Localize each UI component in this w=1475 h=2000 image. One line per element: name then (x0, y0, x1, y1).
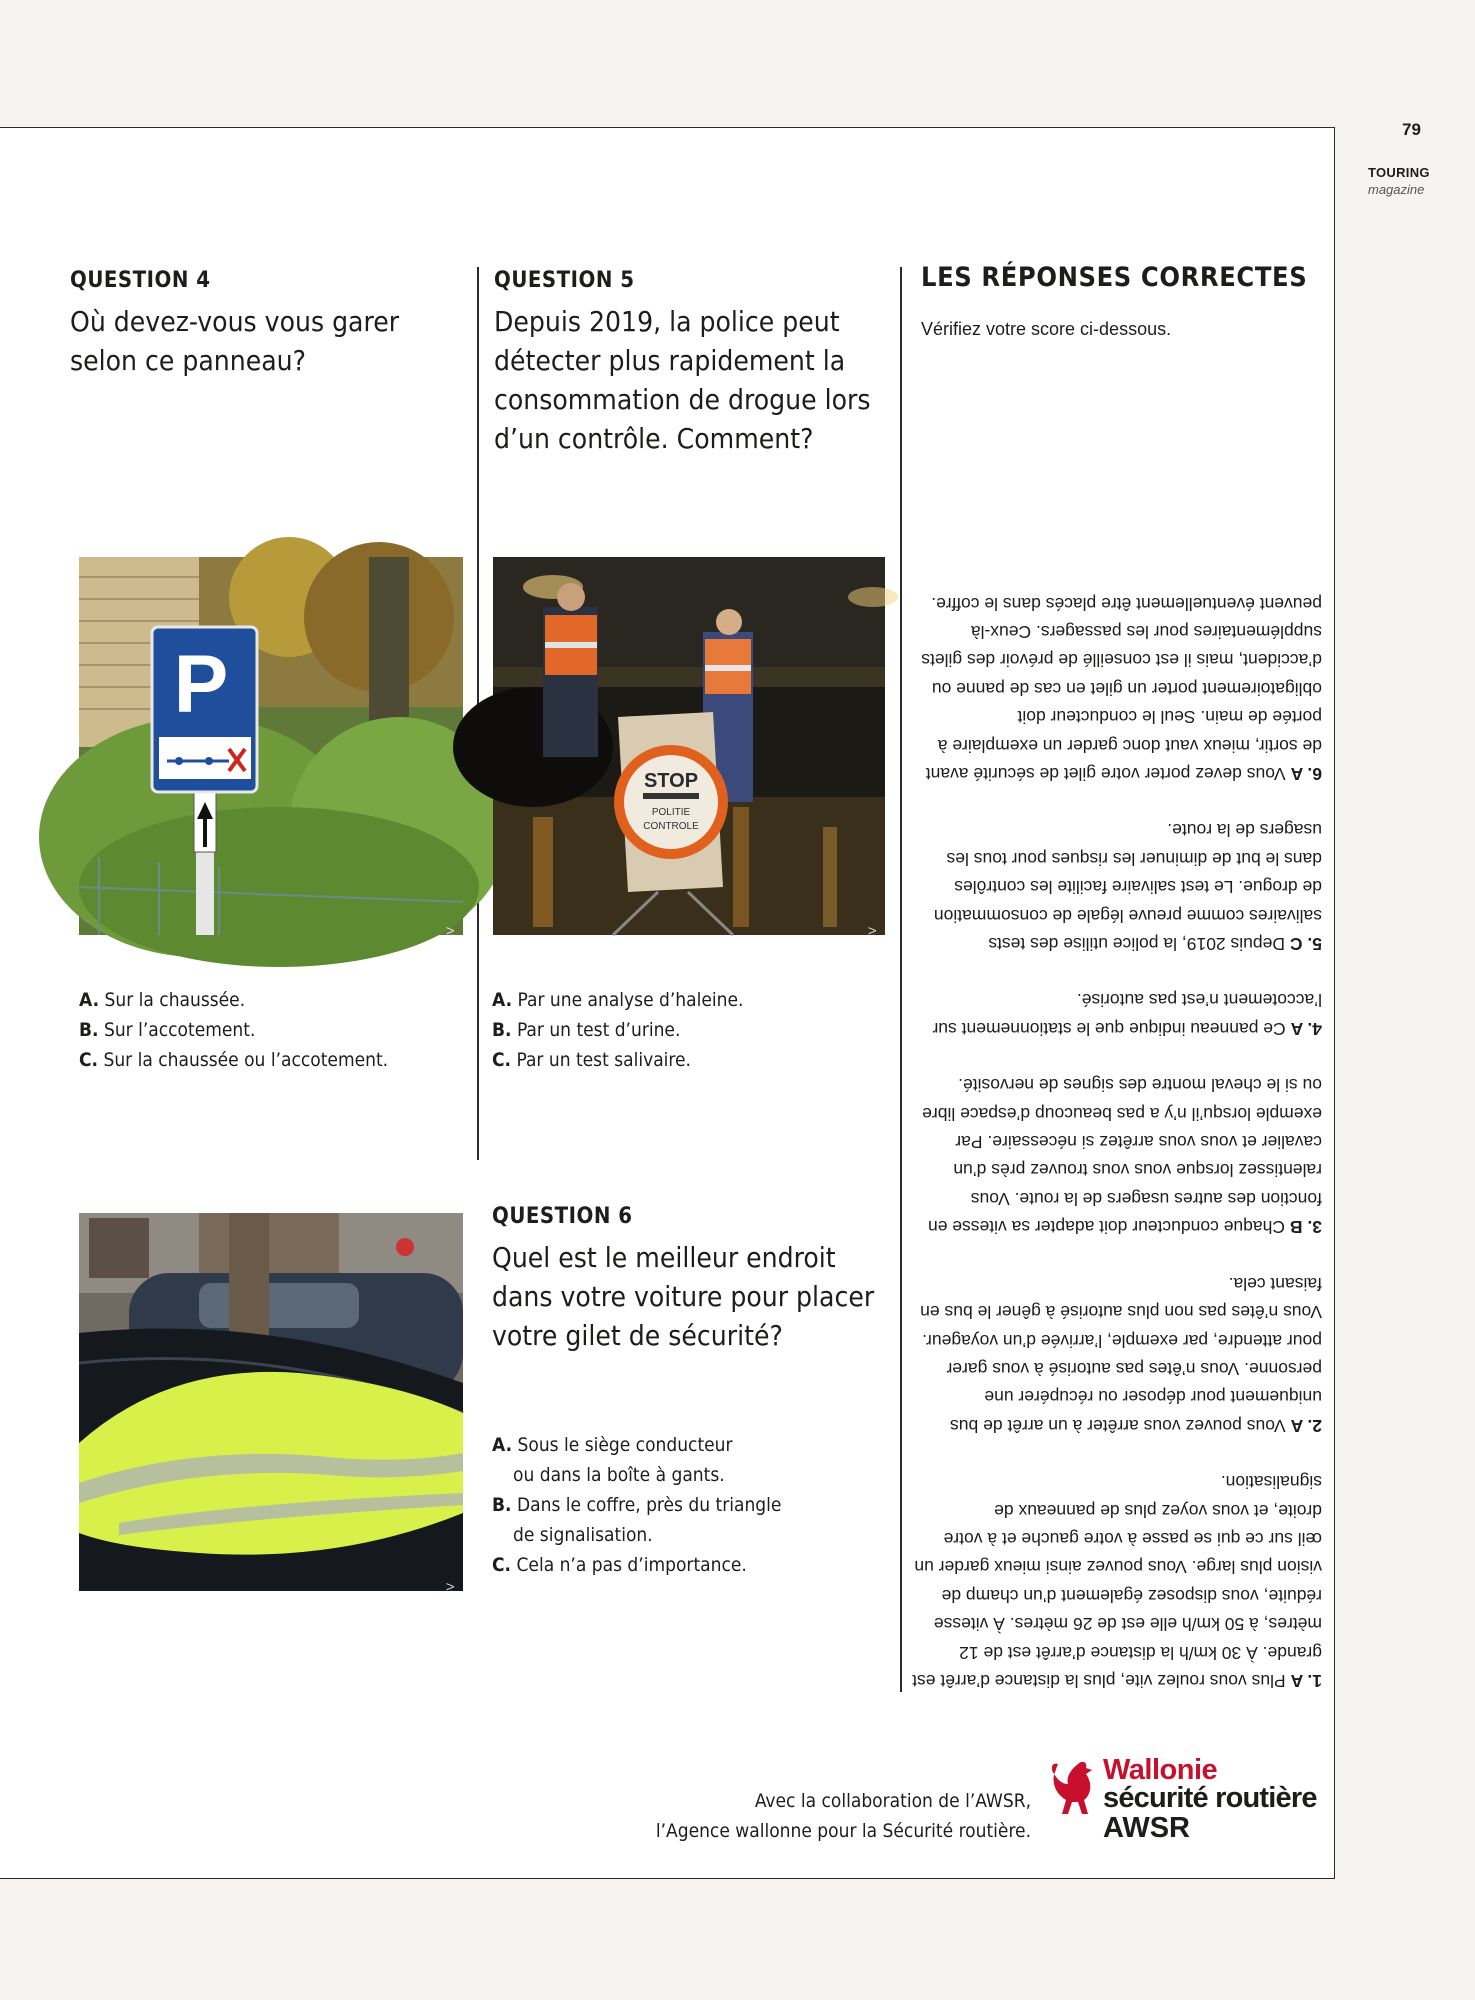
question-6-options (492, 1430, 781, 1580)
svg-text:P: P (173, 639, 229, 730)
question-6-text: Quel est le meilleur endroit dans votre voiture pour placer votre gilet de sécurité? (492, 1241, 875, 1352)
rooster-icon (1048, 1758, 1100, 1818)
answer-option-c: C. Cela n’a pas d’importance. (492, 1554, 747, 1576)
answer-option-b: B. Dans le coffre, près du triangle de signalisation. (492, 1494, 782, 1546)
collaboration-note: Avec la collaboration de l’AWSR, l’Agence wallonne pour la Sécurité routière. (655, 1790, 1031, 1842)
magazine-brand: TOURING (1368, 165, 1430, 180)
answer-3: 3. B Chaque conducteur doit adapter sa vitesse en fonction des autres usagers de la route. Vous ralentissez lorsque vous vous trouvez près d’un cavalier et vous vous arrêtez si nécessaire. Par exemple lorsqu’il n’y a pas beaucoup d’espace libre ou si le cheval montre des signes de nervosité. (922, 1075, 1322, 1238)
parking-sign-illustration (79, 557, 463, 935)
answer-option-a: A. Par une analyse d’haleine. (492, 989, 744, 1011)
answer-option-a: A. Sur la chaussée. (79, 989, 246, 1011)
photo-credit: © VSV (445, 927, 457, 961)
logo-awsr: AWSR (1103, 1812, 1190, 1844)
logo-securite-routiere: sécurité routière (1103, 1782, 1317, 1814)
magazine-brand-sub: magazine (1368, 182, 1425, 197)
answers-subtitle: Vérifiez votre score ci-dessous. (921, 319, 1172, 339)
question-5-label: QUESTION 5 (494, 268, 635, 293)
stop-sign-text: STOP (643, 770, 699, 792)
question-4-text: Où devez-vous vous garer selon ce panneau? (70, 305, 400, 377)
answer-option-c: C. Sur la chaussée ou l’accotement. (79, 1049, 389, 1071)
answer-option-b: B. Par un test d’urine. (492, 1019, 681, 1041)
logo-wallonie: Wallonie (1103, 1754, 1218, 1786)
answer-option-c: C. Par un test salivaire. (492, 1049, 691, 1071)
question-4-options (79, 985, 388, 1075)
page-number: 79 (1402, 120, 1421, 139)
photo-credit: © VSV (445, 1583, 457, 1617)
question-5-text: Depuis 2019, la police peut détecter plus rapidement la consommation de drogue lors d’un contrôle. Comment? (494, 305, 871, 455)
safety-vest-illustration (79, 1213, 463, 1591)
controle-sign-text: CONTROLE (643, 821, 699, 832)
police-checkpoint-illustration (493, 557, 885, 935)
column-divider (900, 267, 902, 1692)
question-6-label: QUESTION 6 (492, 1204, 633, 1229)
police-checkpoint-photo (493, 557, 885, 961)
answer-1: 1. A Plus vous roulez vite, plus la distance d’arrêt est grande. À 30 km/h la distance d’arrêt est de 12 mètres, à 50 km/h elle est de 26 mètres. À vitesse réduite, vous disposez également d’un champ de vision plus large. Vous pouvez ainsi mieux garder un œil sur ce qui se passe à votre gauche et à votre droite, et vous voyez plus de panneaux de signalisation. (912, 1472, 1322, 1691)
answer-4: 4. A Ce panneau indique que le stationnement sur l’accotement n’est pas autorisé. (932, 990, 1322, 1039)
parking-sign-photo (79, 557, 463, 961)
question-4-label: QUESTION 4 (70, 268, 211, 293)
politie-sign-text: POLITIE (651, 807, 691, 818)
answers-title: LES RÉPONSES CORRECTES (921, 262, 1308, 293)
answer-option-b: B. Sur l’accotement. (79, 1019, 256, 1041)
safety-vest-photo (79, 1213, 463, 1617)
answer-5: 5. C Depuis 2019, la police utilise des tests salivaires comme preuve légale de consommation de drogue. Le test salivaire facilite les contrôles dans le but de diminuer les risques pour tous les usagers de la route. (933, 820, 1322, 955)
answer-2: 2. A Vous pouvez vous arrêter à un arrêt de bus uniquement pour déposer ou récupérer une personne. Vous n’êtes pas autorisé à vous garer pour attendre, par exemple, l’arrivée d’un voyageur. Vous n’êtes pas non plus autorisé à gêner le bus en faisant cela. (920, 1273, 1322, 1436)
photo-credit: © VSV (867, 927, 879, 961)
answer-6: 6. A Vous devez porter votre gilet de sécurité avant de sortir, mieux vaut donc garder un exemplaire à portée de main. Seul le conducteur doit obligatoirement porter un gilet en cas de panne ou d’accident, mais il est conseillé de prévoir des gilets supplémentaires pour les passagers. Ceux-là peuvent éventuellement être placés dans le coffre. (921, 593, 1322, 785)
question-5-options (492, 985, 743, 1075)
answer-option-a: A. Sous le siège conducteur ou dans la boîte à gants. (492, 1434, 733, 1486)
upside-down-answers (912, 520, 1322, 1695)
